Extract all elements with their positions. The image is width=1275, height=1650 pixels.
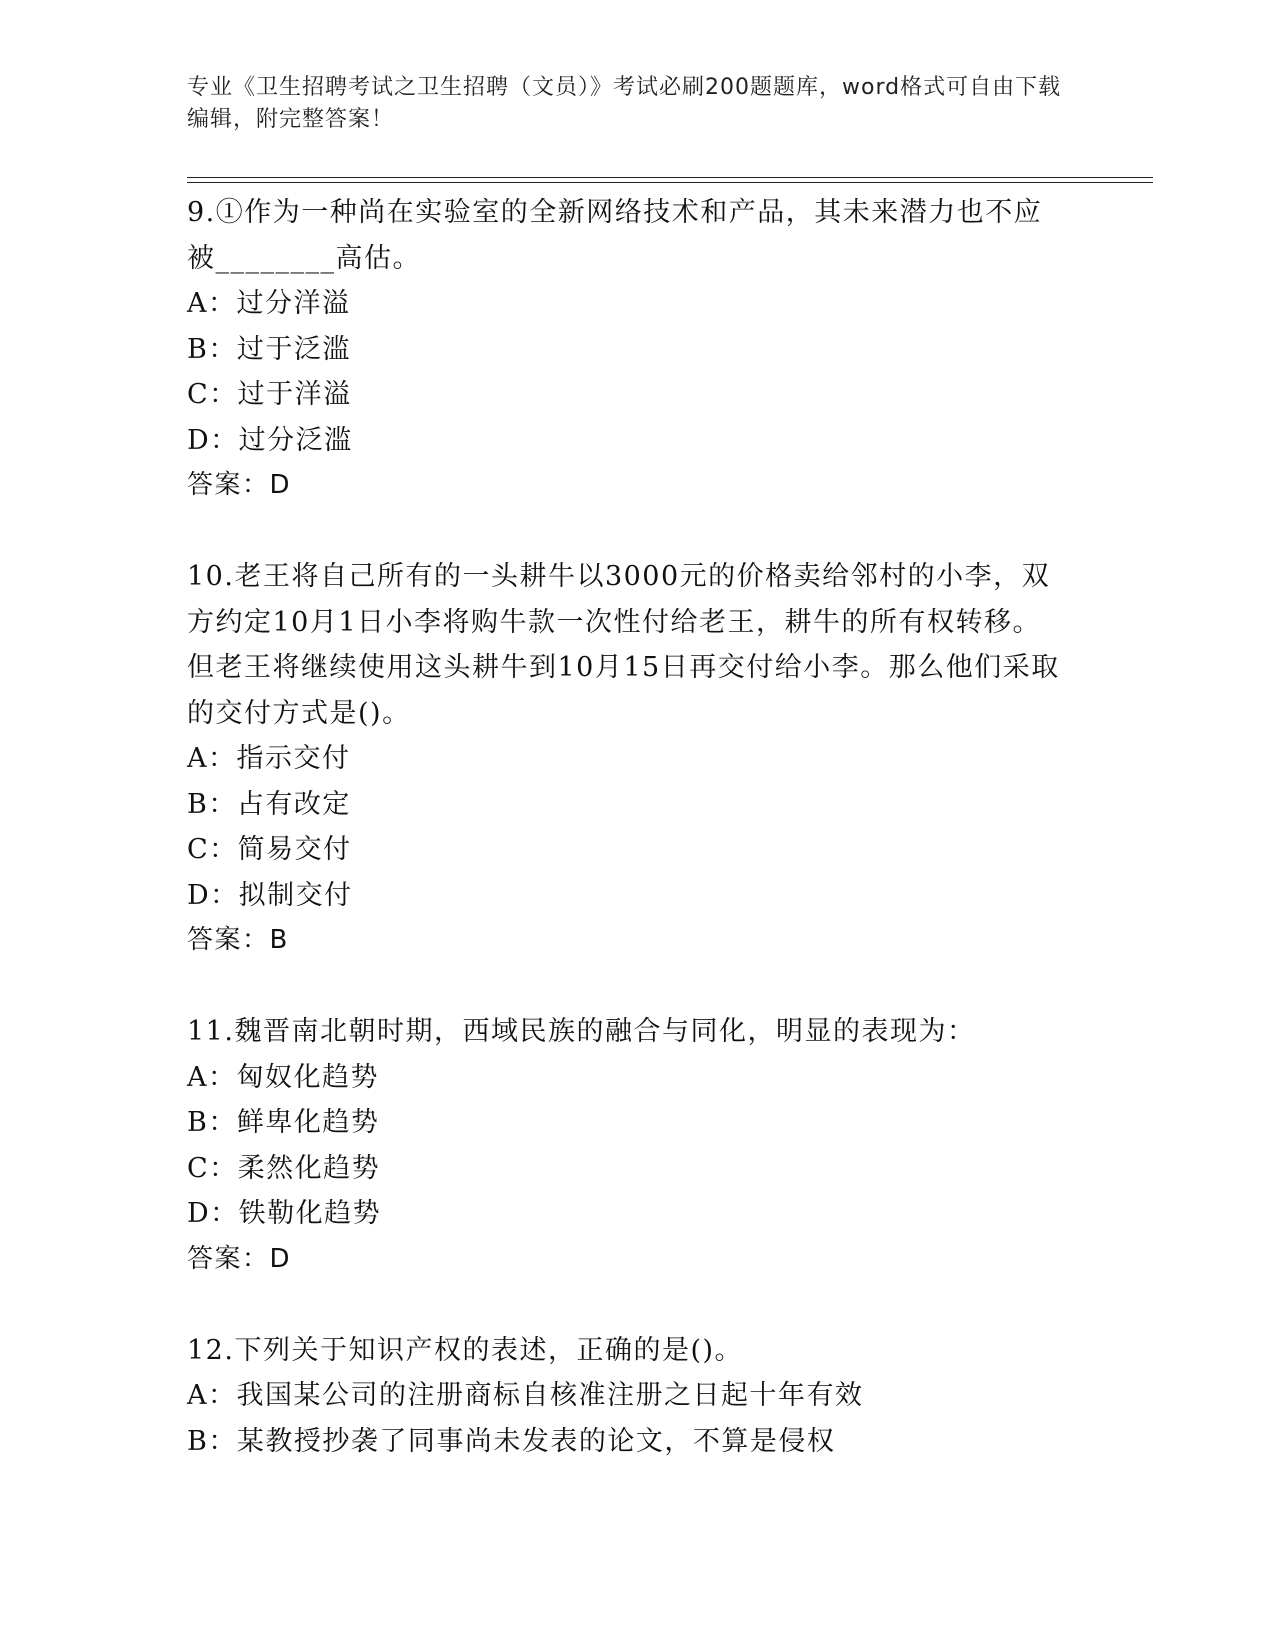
option-b: B：某教授抄袭了同事尚未发表的论文，不算是侵权 bbox=[187, 1425, 836, 1457]
question-stem: 12.下列关于知识产权的表述，正确的是()。 bbox=[187, 1334, 744, 1366]
question-stem: 10.老王将自己所有的一头耕牛以3000元的价格卖给邻村的小李，双方约定10月1日小李将购牛款一次性付给老王，耕牛的所有权转移。但老王将继续使用这头耕牛到10月15日再交付给小李。那么他们采取的交付方式是()。 bbox=[187, 561, 1060, 729]
header-divider-bottom bbox=[187, 182, 1153, 183]
option-d: D：铁勒化趋势 bbox=[187, 1198, 382, 1229]
option-d: D：过分泛滥 bbox=[187, 424, 353, 456]
question-9 bbox=[187, 190, 1067, 509]
spacer bbox=[187, 1282, 1067, 1328]
question-10 bbox=[187, 554, 1067, 964]
option-b: B：过于泛滥 bbox=[187, 333, 351, 365]
option-c: C：简易交付 bbox=[187, 834, 352, 865]
option-a: A：匈奴化趋势 bbox=[187, 1061, 379, 1093]
answer-line: 答案：B bbox=[187, 925, 289, 955]
spacer bbox=[187, 509, 1067, 555]
option-b: B：鲜卑化趋势 bbox=[187, 1107, 380, 1138]
option-a: A：指示交付 bbox=[187, 743, 351, 774]
option-c: C：过于洋溢 bbox=[187, 379, 352, 410]
option-d: D：拟制交付 bbox=[187, 879, 353, 911]
question-12 bbox=[187, 1328, 1067, 1465]
question-stem: 9.①作为一种尚在实验室的全新网络技术和产品，其未来潜力也不应被________高估。 bbox=[187, 197, 1043, 274]
option-b: B：占有改定 bbox=[187, 788, 351, 820]
option-a: A：我国某公司的注册商标自核准注册之日起十年有效 bbox=[187, 1380, 864, 1411]
question-stem: 11.魏晋南北朝时期，西域民族的融合与同化，明显的表现为： bbox=[187, 1016, 976, 1047]
question-11 bbox=[187, 1009, 1067, 1282]
header-divider-top bbox=[187, 177, 1153, 178]
answer-line: 答案：D bbox=[187, 470, 292, 500]
option-c: C：柔然化趋势 bbox=[187, 1152, 381, 1184]
question-list bbox=[187, 190, 1067, 1464]
answer-line: 答案：D bbox=[187, 1243, 292, 1274]
document-header: 专业《卫生招聘考试之卫生招聘（文员）》考试必刷200题题库，word格式可自由下载编辑，附完整答案！ bbox=[187, 75, 1062, 132]
spacer bbox=[187, 964, 1067, 1010]
option-a: A：过分洋溢 bbox=[187, 288, 351, 319]
